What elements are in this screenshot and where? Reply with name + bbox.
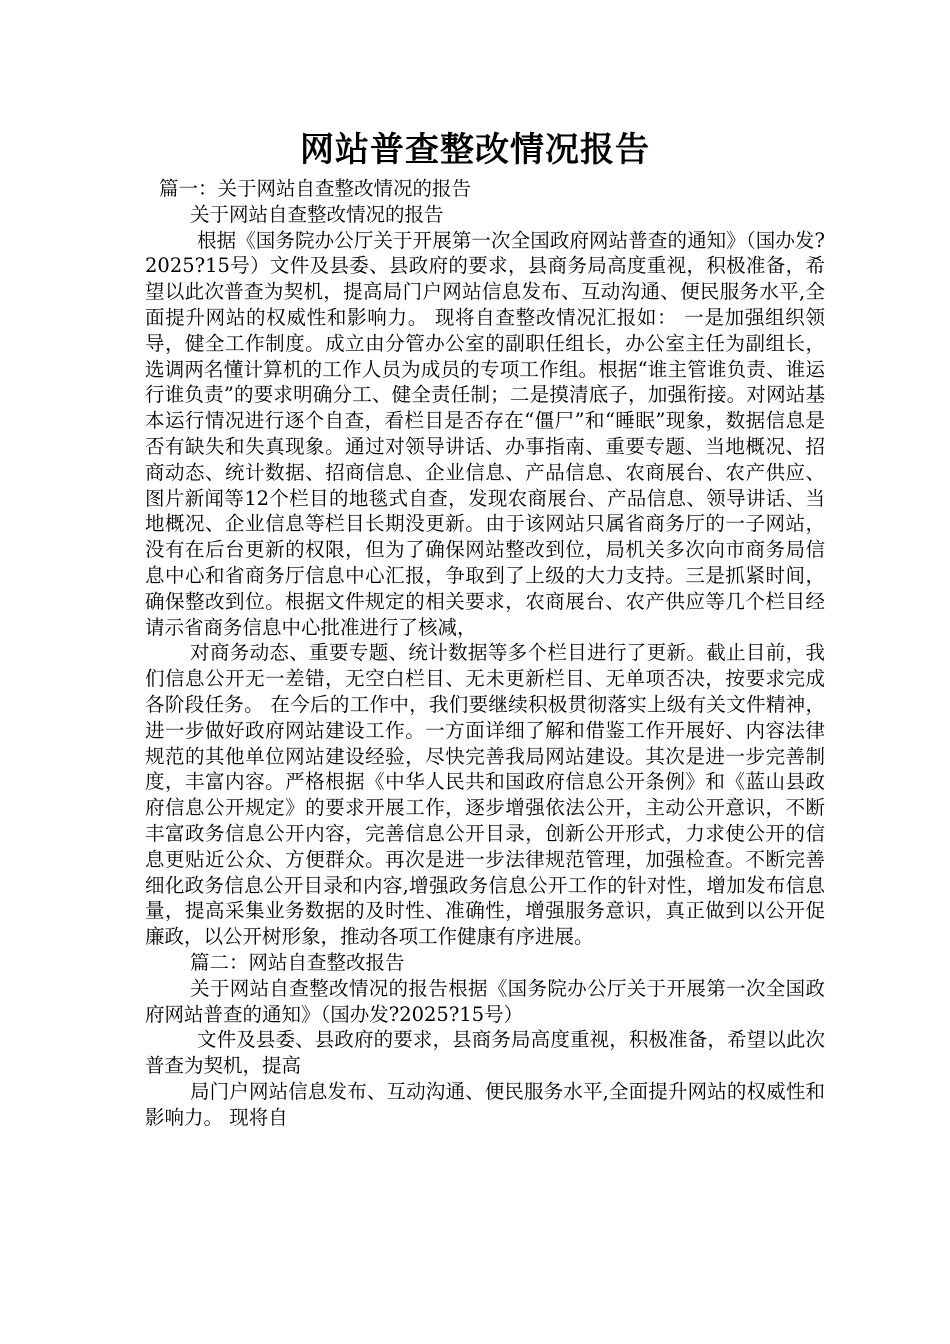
body-paragraph-2: 对商务动态、重要专题、统计数据等多个栏目进行了更新。截止目前，我们信息公开无一差错，无空白栏目、无未更新栏目、无单项否决，按要求完成各阶段任务。 在今后的工作中，我们要继续积极贯彻落实上级有关文件精神，进一步做好政府网站建设工作。一方面详细了解和借鉴工作开展好、内容法律规范的其他单位网站建设经验，尽快完善我局网站建设。其次是进一步完善制度，丰富内容。严格根据《中华人民共和国政府信息公开条例》和《蓝山县政府信息公开规定》的要求开展工作，逐步增强依法公开，主动公开意识，不断丰富政务信息公开内容，完善信息公开目录，创新公开形式，力求使公开的信息更贴近公众、方便群众。再次是进一步法律规范管理，加强检查。不断完善细化政务信息公开目录和内容,增强政务信息公开工作的针对性，增加发布信息量，提高采集业务数据的及时性、准确性，增强服务意识，真正做到以公开促廉政，以公开树形象，推动各项工作健康有序进展。 <box>145 641 825 949</box>
body-paragraph-1: 根据《国务院办公厅关于开展第一次全国政府网站普查的通知》（国办发?2025?15号）文件及县委、县政府的要求，县商务局高度重视，积极准备，希望以此次普查为契机，提高局门户网站信息发布、互动沟通、便民服务水平,全面提升网站的权威性和影响力。 现将自查整改情况汇报如： 一是加强组织领导，健全工作制度。成立由分管办公室的副职任组长，办公室主任为副组长，选调两名懂计算机的工作人员为成员的专项工作组。根据“谁主管谁负责、谁运行谁负责”的要求明确分工、健全责任制；二是摸清底子，加强衔接。对网站基本运行情况进行逐个自查，看栏目是否存在“僵尸”和“睡眠”现象，数据信息是否有缺失和失真现象。通过对领导讲话、办事指南、重要专题、当地概况、招商动态、统计数据、招商信息、企业信息、产品信息、农商展台、农产供应、图片新闻等12个栏目的地毯式自查，发现农商展台、产品信息、领导讲话、当地概况、企业信息等栏目长期没更新。由于该网站只属省商务厅的一子网站，没有在后台更新的权限，但为了确保网站整改到位，局机关多次向市商务局信息中心和省商务厅信息中心汇报，争取到了上级的大力支持。三是抓紧时间，确保整改到位。根据文件规定的相关要求，农商展台、农产供应等几个栏目经请示省商务信息中心批准进行了核减， <box>145 228 825 639</box>
document-title: 网站普查整改情况报告 <box>300 130 650 170</box>
body-paragraph-3: 关于网站自查整改情况的报告根据《国务院办公厅关于开展第一次全国政府网站普查的通知》（国办发?2025?15号） <box>145 976 825 1026</box>
section-heading-1: 篇一：关于网站自查整改情况的报告 <box>159 177 472 200</box>
report-subtitle-1: 关于网站自查整改情况的报告 <box>190 202 444 226</box>
body-paragraph-5: 局门户网站信息发布、互动沟通、便民服务水平,全面提升网站的权威性和影响力。 现将自 <box>145 1079 825 1129</box>
section-heading-2: 篇二：网站自查整改报告 <box>190 950 405 974</box>
body-paragraph-4: 文件及县委、县政府的要求，县商务局高度重视，积极准备，希望以此次普查为契机，提高 <box>145 1028 825 1078</box>
document-body <box>145 176 825 1130</box>
